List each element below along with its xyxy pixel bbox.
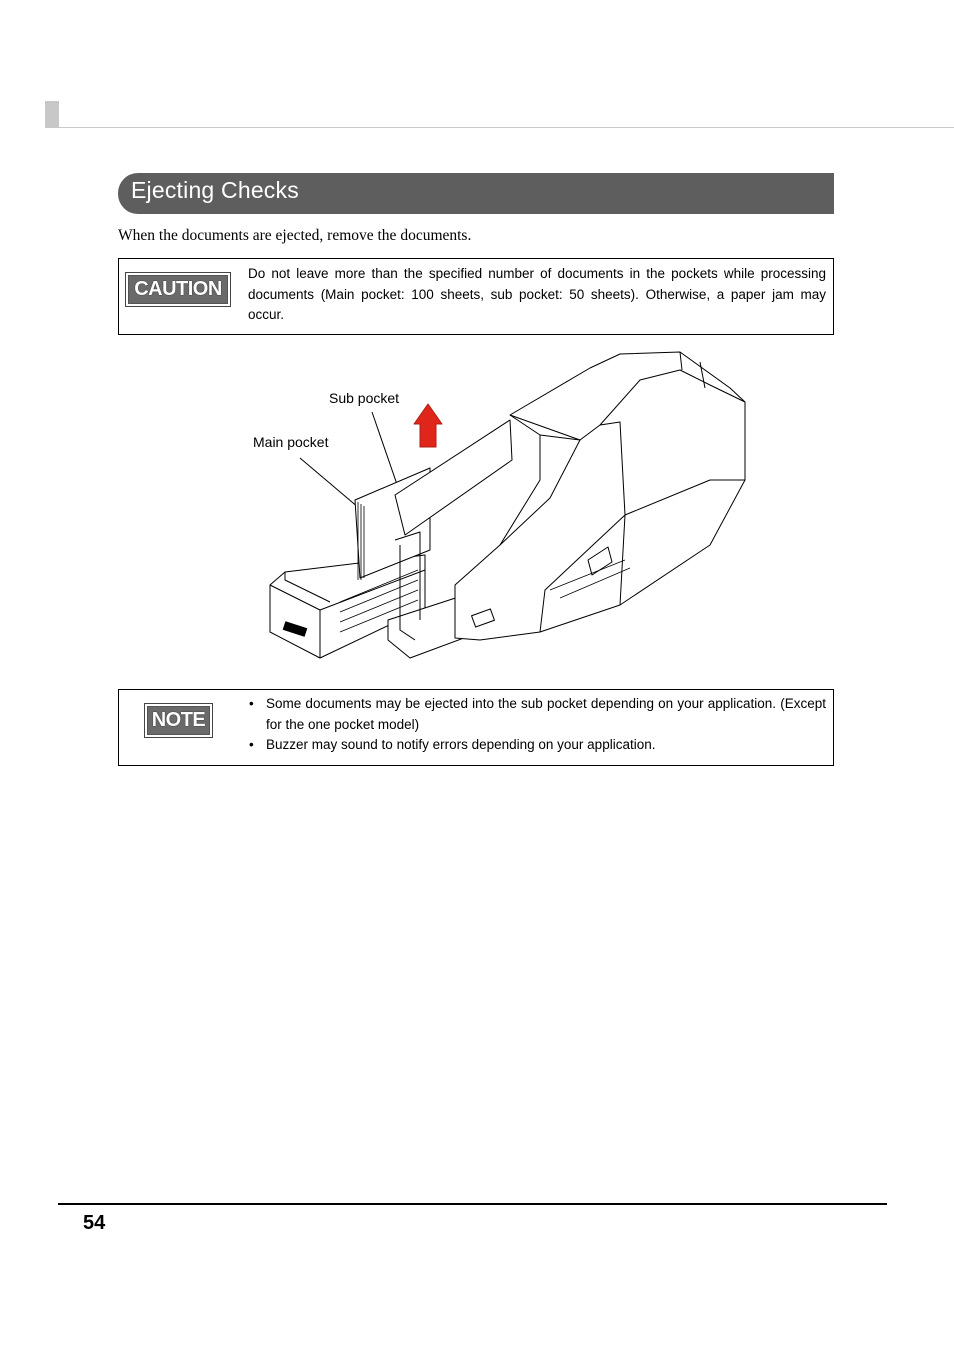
sub-pocket-label: Sub pocket [329, 390, 400, 406]
section-heading-bar [118, 173, 834, 214]
eject-arrow [414, 404, 442, 447]
printer-body [455, 352, 745, 640]
printer-illustration [240, 340, 760, 670]
caution-badge [125, 272, 231, 307]
page-number: 54 [83, 1212, 106, 1234]
header-tab [45, 101, 59, 127]
section-title: Ejecting Checks [131, 177, 299, 203]
footer-rule [58, 1203, 887, 1205]
note-badge [144, 703, 213, 738]
note-item: • Some documents may be ejected into the sub pocket depending on your application. (Except for the one pocket model) [248, 694, 826, 735]
printer-drawing [240, 340, 760, 670]
header-rule [45, 127, 954, 128]
caution-text: Do not leave more than the specified number of documents in the pockets while processing documents (Main pocket: 100 sheets, sub pocket: 50 sheets). Otherwise, a paper jam may occur. [248, 266, 826, 322]
note-item: • Buzzer may sound to notify errors depending on your application. [248, 735, 826, 756]
note-box [118, 689, 834, 766]
note-list [248, 694, 826, 756]
note-badge-label: NOTE [151, 709, 206, 731]
main-pocket-label: Main pocket [253, 434, 329, 450]
intro-paragraph: When the documents are ejected, remove the documents. [118, 227, 472, 244]
caution-badge-label: CAUTION [134, 278, 222, 300]
caution-box [118, 258, 834, 335]
